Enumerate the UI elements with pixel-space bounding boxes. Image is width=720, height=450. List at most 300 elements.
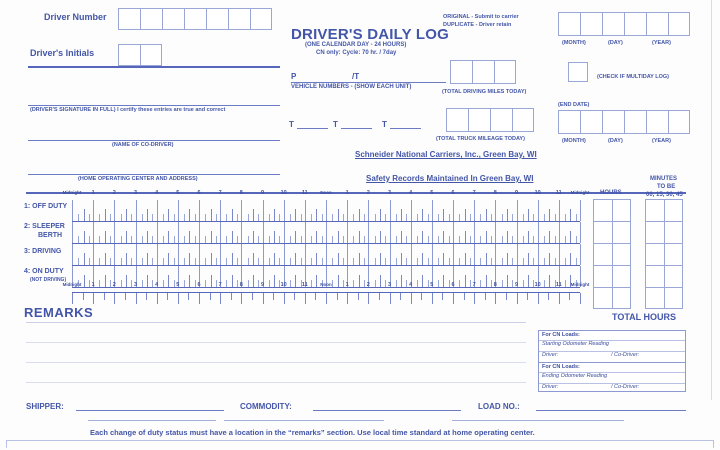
remarks-tick <box>559 293 560 304</box>
quarter-tick <box>480 258 481 265</box>
hour-cell[interactable] <box>432 222 454 243</box>
quarter-tick <box>428 258 429 265</box>
time-scale-label: 2 <box>366 282 370 288</box>
table-cell[interactable] <box>664 243 683 265</box>
hour-cell[interactable] <box>390 222 412 243</box>
input-box[interactable] <box>580 110 602 134</box>
hour-cell[interactable] <box>93 222 115 243</box>
quarter-tick <box>189 209 190 221</box>
hour-cell[interactable] <box>136 200 158 221</box>
hour-cell[interactable] <box>411 200 433 221</box>
hour-cell[interactable] <box>474 200 496 221</box>
input-box[interactable] <box>490 108 512 132</box>
remarks-tick <box>569 293 570 300</box>
table-row[interactable] <box>645 287 683 309</box>
quarter-tick <box>396 258 397 265</box>
quarter-tick <box>168 209 169 221</box>
hour-cell[interactable] <box>136 244 158 265</box>
hour-cell[interactable] <box>368 200 390 221</box>
input-box[interactable] <box>668 12 690 36</box>
quarter-tick <box>84 209 85 221</box>
quarter-tick <box>279 214 280 221</box>
hour-cell[interactable] <box>326 200 348 221</box>
shipper-input-line[interactable] <box>76 410 224 411</box>
time-scale-label: 4 <box>155 282 159 288</box>
hour-cell[interactable] <box>114 222 136 243</box>
quarter-tick <box>295 231 296 243</box>
quarter-tick <box>216 214 217 221</box>
home-center-line[interactable] <box>28 174 280 175</box>
driver-number-input-boxes[interactable] <box>118 8 272 30</box>
original-copy-note: ORIGINAL - Submit to carrier <box>443 14 519 20</box>
hour-cell[interactable] <box>474 244 496 265</box>
hours-column-header: HOURS <box>600 190 622 196</box>
table-cell[interactable] <box>645 199 664 221</box>
hour-cell[interactable] <box>305 244 327 265</box>
quarter-tick <box>502 214 503 221</box>
time-scale-label: 4 <box>155 190 159 196</box>
table-row[interactable] <box>593 221 631 243</box>
table-cell[interactable] <box>645 265 664 287</box>
duty-status-label-2: 2: SLEEPER <box>24 223 65 230</box>
quarter-tick <box>380 253 381 265</box>
quarter-tick <box>338 253 339 265</box>
hour-cell[interactable] <box>559 222 581 243</box>
hour-cell[interactable] <box>241 222 263 243</box>
table-cell[interactable] <box>664 221 683 243</box>
input-box[interactable] <box>162 8 184 30</box>
input-box[interactable] <box>602 110 624 134</box>
quarter-tick <box>375 236 376 243</box>
total-truck-mileage-input-boxes[interactable] <box>446 108 534 132</box>
table-row[interactable] <box>593 287 631 309</box>
quarter-tick <box>316 231 317 243</box>
remarks-line-2[interactable] <box>26 342 526 343</box>
remarks-tick <box>337 293 338 300</box>
input-box[interactable] <box>494 60 516 84</box>
duty-status-row[interactable] <box>72 200 580 222</box>
hour-cell[interactable] <box>538 200 560 221</box>
time-scale-label: 9 <box>260 282 265 288</box>
quarter-tick <box>491 236 492 243</box>
table-row[interactable] <box>645 199 683 221</box>
remarks-tick <box>146 293 147 300</box>
remarks-tick <box>442 293 443 300</box>
table-cell[interactable] <box>612 243 631 265</box>
hour-cell[interactable] <box>284 244 306 265</box>
hour-cell[interactable] <box>263 222 285 243</box>
hour-cell[interactable] <box>559 200 581 221</box>
time-scale-label: 11 <box>301 190 308 196</box>
signature-line[interactable] <box>28 105 280 106</box>
input-box[interactable] <box>118 44 140 66</box>
quarter-tick <box>322 236 323 243</box>
input-box[interactable] <box>624 110 646 134</box>
hour-cell[interactable] <box>432 200 454 221</box>
cn-loads-start-codriver[interactable]: / Co-Driver: <box>611 352 640 358</box>
quarter-tick <box>502 258 503 265</box>
input-box[interactable] <box>558 12 580 36</box>
hour-cell[interactable] <box>284 200 306 221</box>
trailer-line-1[interactable] <box>297 128 328 129</box>
time-scale-label: 10 <box>280 282 287 288</box>
quarter-tick <box>232 231 233 243</box>
table-cell[interactable] <box>664 265 683 287</box>
input-box[interactable] <box>646 110 668 134</box>
quarter-tick <box>502 236 503 243</box>
hour-cell[interactable] <box>263 200 285 221</box>
quarter-tick <box>226 236 227 243</box>
hour-cell[interactable] <box>411 222 433 243</box>
table-cell[interactable] <box>593 199 612 221</box>
input-box[interactable] <box>468 108 490 132</box>
input-box[interactable] <box>140 44 162 66</box>
hour-cell[interactable] <box>93 244 115 265</box>
quarter-tick <box>269 214 270 221</box>
quarter-tick <box>105 253 106 265</box>
duty-status-row[interactable] <box>72 222 580 244</box>
quarter-tick <box>576 214 577 221</box>
hour-cell[interactable] <box>559 244 581 265</box>
total-driving-miles-input-boxes[interactable] <box>450 60 516 84</box>
input-box[interactable] <box>558 110 580 134</box>
co-driver-line[interactable] <box>28 140 280 141</box>
load-no-input-line[interactable] <box>536 410 686 411</box>
remarks-tick <box>506 293 507 300</box>
time-scale-label: 6 <box>197 282 201 288</box>
time-scale-label: 10 <box>534 282 541 288</box>
cn-loads-end-driver[interactable]: Driver: <box>542 384 559 390</box>
remarks-tick <box>580 293 581 304</box>
quarter-tick <box>364 214 365 221</box>
time-scale-label: Noon <box>320 282 332 287</box>
quarter-tick <box>78 214 79 221</box>
quarter-tick <box>544 258 545 265</box>
signature-rule <box>28 66 280 68</box>
quarter-tick <box>359 209 360 221</box>
duty-status-grid[interactable] <box>72 200 580 288</box>
hour-cell[interactable] <box>411 244 433 265</box>
hour-cell[interactable] <box>453 222 475 243</box>
quarter-tick <box>195 258 196 265</box>
input-box[interactable] <box>580 12 602 36</box>
quarter-tick <box>401 231 402 243</box>
table-cell[interactable] <box>664 199 683 221</box>
table-row[interactable] <box>645 265 683 287</box>
remarks-tick <box>432 293 433 304</box>
quarter-tick <box>533 236 534 243</box>
hour-cell[interactable] <box>517 244 539 265</box>
hour-cell[interactable] <box>432 244 454 265</box>
hour-cell[interactable] <box>284 222 306 243</box>
hour-cell[interactable] <box>220 244 242 265</box>
trailer-line-3[interactable] <box>390 128 421 129</box>
hour-cell[interactable] <box>199 222 221 243</box>
quarter-tick <box>316 209 317 221</box>
hour-cell[interactable] <box>347 244 369 265</box>
remarks-label: REMARKS <box>24 305 94 320</box>
quarter-tick <box>253 209 254 221</box>
hour-cell[interactable] <box>326 222 348 243</box>
quarter-tick <box>385 214 386 221</box>
quarter-tick <box>528 209 529 221</box>
hour-cell[interactable] <box>72 200 94 221</box>
end-date-input-boxes[interactable] <box>558 110 690 134</box>
hour-cell[interactable] <box>114 200 136 221</box>
quarter-tick <box>443 209 444 221</box>
quarter-tick <box>253 253 254 265</box>
table-cell[interactable] <box>612 221 631 243</box>
hour-cell[interactable] <box>220 222 242 243</box>
table-cell[interactable] <box>612 199 631 221</box>
cn-loads-start-sub: Starting Odometer Reading <box>542 341 609 347</box>
input-box[interactable] <box>140 8 162 30</box>
hour-cell[interactable] <box>538 244 560 265</box>
quarter-tick <box>142 258 143 265</box>
remarks-tick <box>400 293 401 300</box>
quarter-tick <box>422 253 423 265</box>
quarter-tick <box>470 236 471 243</box>
hour-cell[interactable] <box>157 244 179 265</box>
cn-loads-end-sub: Ending Odometer Reading <box>542 373 608 379</box>
quarter-tick <box>295 253 296 265</box>
remarks-tick <box>517 293 518 304</box>
quarter-tick <box>570 231 571 243</box>
time-scale-label: 2 <box>112 282 116 288</box>
input-box[interactable] <box>646 12 668 36</box>
table-row[interactable] <box>593 265 631 287</box>
trailer-line-2[interactable] <box>341 128 372 129</box>
hour-cell[interactable] <box>199 244 221 265</box>
quarter-tick <box>78 236 79 243</box>
table-row[interactable] <box>645 243 683 265</box>
quarter-tick <box>486 231 487 243</box>
remarks-tick <box>368 293 369 304</box>
hour-cell[interactable] <box>390 200 412 221</box>
quarter-tick <box>99 214 100 221</box>
quarter-tick <box>184 258 185 265</box>
hour-cell[interactable] <box>390 244 412 265</box>
table-row[interactable] <box>593 199 631 221</box>
hour-cell[interactable] <box>136 222 158 243</box>
quarter-tick <box>248 258 249 265</box>
hour-cell[interactable] <box>326 244 348 265</box>
time-scale-label: 4 <box>409 190 413 196</box>
quarter-tick <box>152 214 153 221</box>
quarter-tick <box>507 209 508 221</box>
time-scale-label: 5 <box>430 190 434 196</box>
remarks-tick <box>284 293 285 304</box>
input-box[interactable] <box>668 110 690 134</box>
quarter-tick <box>253 231 254 243</box>
remarks-tick <box>453 293 454 304</box>
hour-cell[interactable] <box>453 200 475 221</box>
quarter-tick <box>274 231 275 243</box>
cn-loads-end-codriver[interactable]: / Co-Driver: <box>611 384 640 390</box>
time-scale-label: Midnight <box>570 190 590 195</box>
quarter-tick <box>449 214 450 221</box>
multiday-log-checkbox[interactable] <box>568 62 588 82</box>
time-scale-label: 8 <box>493 190 497 196</box>
quarter-tick <box>549 209 550 221</box>
quarter-tick <box>480 236 481 243</box>
quarter-tick <box>205 258 206 265</box>
end-date-month-caption: (MONTH) <box>562 138 586 144</box>
quarter-tick <box>486 253 487 265</box>
quarter-tick <box>290 214 291 221</box>
quarter-tick <box>195 236 196 243</box>
duty-status-sublabel-4: (NOT DRIVING) <box>30 277 67 283</box>
safety-records-note: Safety Records Maintained In Green Bay, WI <box>366 174 534 183</box>
hour-cell[interactable] <box>305 222 327 243</box>
remarks-tick <box>188 293 189 300</box>
quarter-tick <box>126 253 127 265</box>
table-cell[interactable] <box>593 265 612 287</box>
input-box[interactable] <box>512 108 534 132</box>
quarter-tick <box>147 209 148 221</box>
remarks-line-1[interactable] <box>26 322 526 323</box>
hour-cell[interactable] <box>178 222 200 243</box>
quarter-tick <box>449 236 450 243</box>
quarter-tick <box>121 258 122 265</box>
quarter-tick <box>576 236 577 243</box>
quarter-tick <box>353 258 354 265</box>
driver-initials-input-boxes[interactable] <box>118 44 162 66</box>
hour-cell[interactable] <box>178 200 200 221</box>
hour-cell[interactable] <box>93 200 115 221</box>
table-cell[interactable] <box>593 243 612 265</box>
footer-rule-2 <box>224 420 384 421</box>
quarter-tick <box>570 209 571 221</box>
hour-cell[interactable] <box>347 222 369 243</box>
input-box[interactable] <box>228 8 250 30</box>
time-scale-label: 9 <box>514 282 519 288</box>
table-row[interactable] <box>645 221 683 243</box>
hour-cell[interactable] <box>495 222 517 243</box>
remarks-line-4[interactable] <box>26 382 526 383</box>
time-scale-label: Midnight <box>62 282 82 287</box>
sheet-right-edge <box>711 0 712 400</box>
hour-cell[interactable] <box>220 200 242 221</box>
date-month-caption: (MONTH) <box>562 40 586 46</box>
hour-cell[interactable] <box>305 200 327 221</box>
hour-cell[interactable] <box>347 200 369 221</box>
hour-cell[interactable] <box>263 244 285 265</box>
quarter-tick <box>205 214 206 221</box>
remarks-line-3[interactable] <box>26 362 526 363</box>
quarter-tick <box>523 236 524 243</box>
input-box[interactable] <box>118 8 140 30</box>
vehicle-numbers-line[interactable] <box>291 82 446 83</box>
quarter-tick <box>549 231 550 243</box>
quarter-tick <box>78 258 79 265</box>
quarter-tick <box>121 236 122 243</box>
log-date-input-boxes[interactable] <box>558 12 690 36</box>
remarks-tick <box>210 293 211 300</box>
commodity-input-line[interactable] <box>313 410 461 411</box>
hour-cell[interactable] <box>157 200 179 221</box>
minutes-input-table[interactable] <box>645 199 683 309</box>
total-driving-miles-caption: (TOTAL DRIVING MILES TODAY) <box>442 89 527 95</box>
table-cell[interactable] <box>593 221 612 243</box>
table-cell[interactable] <box>593 287 612 309</box>
table-cell[interactable] <box>664 287 683 309</box>
minutes-column-header-1: MINUTES <box>650 176 677 182</box>
quarter-tick <box>555 258 556 265</box>
hour-cell[interactable] <box>241 244 263 265</box>
hour-cell[interactable] <box>368 222 390 243</box>
remarks-tick <box>464 293 465 300</box>
quarter-tick <box>364 258 365 265</box>
table-cell[interactable] <box>612 287 631 309</box>
input-box[interactable] <box>250 8 272 30</box>
quarter-tick <box>507 231 508 243</box>
time-scale-label: 7 <box>472 190 476 196</box>
table-cell[interactable] <box>612 265 631 287</box>
input-box[interactable] <box>206 8 228 30</box>
quarter-tick <box>470 258 471 265</box>
cn-loads-start-driver[interactable]: Driver: <box>542 352 559 358</box>
input-box[interactable] <box>624 12 646 36</box>
table-row[interactable] <box>593 243 631 265</box>
hour-cell[interactable] <box>178 244 200 265</box>
input-box[interactable] <box>450 60 472 84</box>
hour-cell[interactable] <box>538 222 560 243</box>
quarter-tick <box>375 258 376 265</box>
time-scale-label: 3 <box>387 190 392 196</box>
hour-cell[interactable] <box>517 222 539 243</box>
home-center-caption: (HOME OPERATING CENTER AND ADDRESS) <box>78 176 198 182</box>
title-subtitle-2: CN only: Cycle: 70 hr. / 7day <box>316 50 397 56</box>
time-scale-label: Noon <box>320 190 332 195</box>
hour-cell[interactable] <box>517 200 539 221</box>
quarter-tick <box>168 253 169 265</box>
quarter-tick <box>211 209 212 221</box>
hour-cell[interactable] <box>474 222 496 243</box>
table-cell[interactable] <box>645 287 664 309</box>
quarter-tick <box>216 258 217 265</box>
input-box[interactable] <box>602 12 624 36</box>
quarter-tick <box>142 236 143 243</box>
duty-status-row[interactable] <box>72 244 580 266</box>
remarks-tick <box>252 293 253 300</box>
quarter-tick <box>105 209 106 221</box>
hour-cell[interactable] <box>72 244 94 265</box>
hour-cell[interactable] <box>368 244 390 265</box>
time-scale-label: 7 <box>218 190 222 196</box>
hour-cell[interactable] <box>495 200 517 221</box>
input-box[interactable] <box>568 62 588 82</box>
input-box[interactable] <box>472 60 494 84</box>
hour-cell[interactable] <box>114 244 136 265</box>
quarter-tick <box>189 253 190 265</box>
hour-cell[interactable] <box>241 200 263 221</box>
table-cell[interactable] <box>645 221 664 243</box>
hour-cell[interactable] <box>453 244 475 265</box>
input-box[interactable] <box>184 8 206 30</box>
time-scale-label: 3 <box>133 190 138 196</box>
time-scale-label: 6 <box>451 282 455 288</box>
cn-loads-start-header: For CN Loads: <box>542 332 580 338</box>
hour-cell[interactable] <box>495 244 517 265</box>
hours-input-table[interactable] <box>593 199 631 309</box>
hour-cell[interactable] <box>199 200 221 221</box>
hour-cell[interactable] <box>72 222 94 243</box>
table-cell[interactable] <box>645 243 664 265</box>
input-box[interactable] <box>446 108 468 132</box>
time-scale-label: 11 <box>555 190 562 196</box>
hour-cell[interactable] <box>157 222 179 243</box>
